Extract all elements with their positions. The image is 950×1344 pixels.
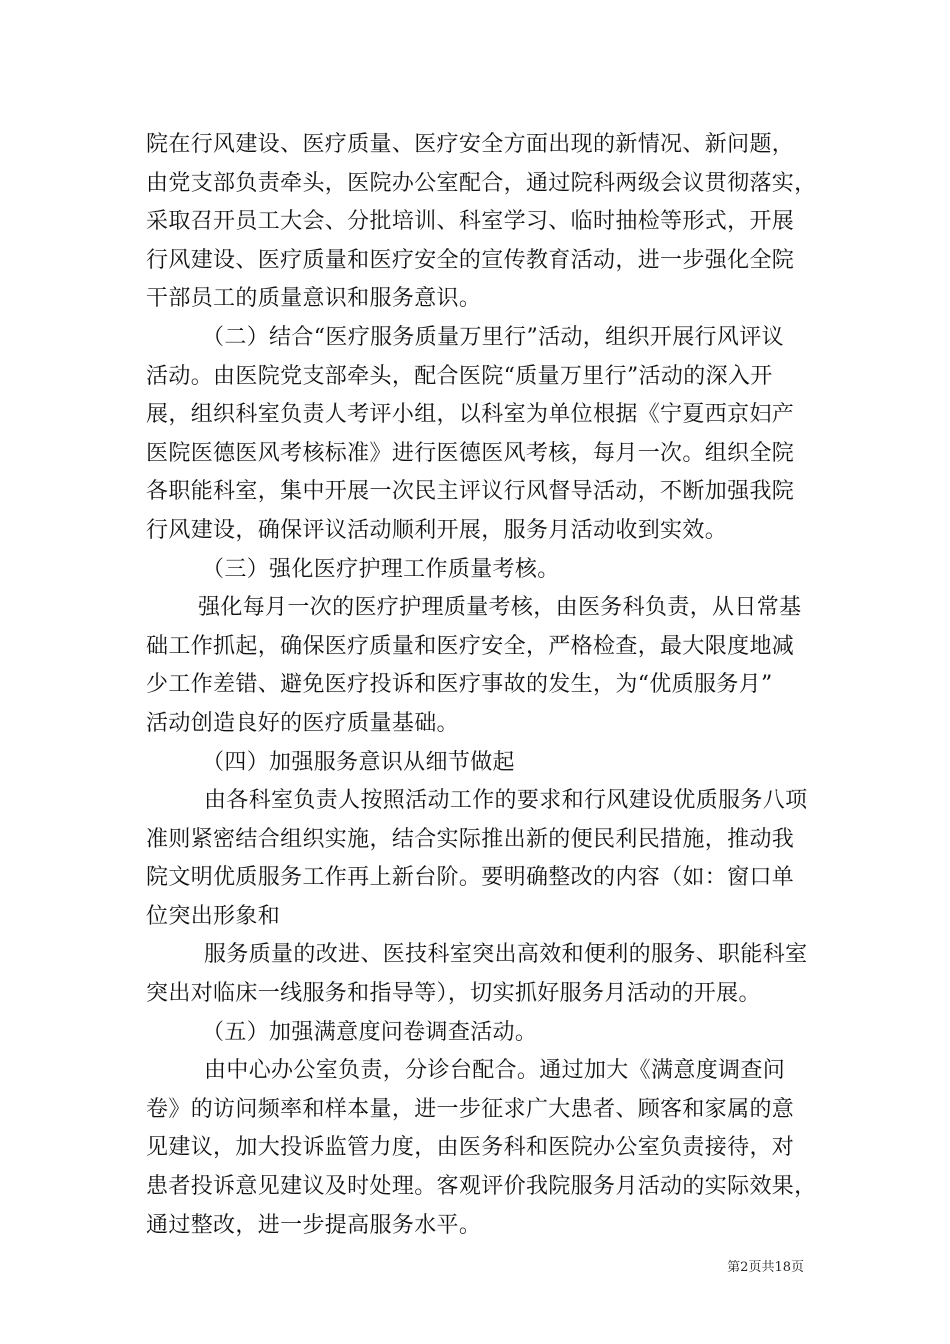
paragraph-line: 活动。由医院党支部牵头，配合医院“质量万里行”活动的深入开 [146,363,773,389]
paragraph-line: 准则紧密结合组织实施，结合实际推出新的便民利民措施，推动我 [146,826,795,852]
paragraph-line: 础工作抓起，确保医疗质量和医疗安全，严格检查，最大限度地减 [146,633,795,659]
paragraph-line: 医院医德医风考核标准》进行医德医风考核，每月一次。组织全院 [146,440,795,466]
page-number: 第2页共18页 [727,1260,804,1275]
paragraph-line: 由党支部负责牵头，医院办公室配合，通过院科两级会议贯彻落实， [146,170,817,196]
section-heading-4: （四）加强服务意识从细节做起 [202,749,515,775]
paragraph-line: 少工作差错、避免医疗投诉和医疗事故的发生，为“优质服务月” [146,672,773,698]
paragraph-line: 服务质量的改进、医技科室突出高效和便利的服务、职能科室 [204,942,808,968]
section-heading-5: （五）加强满意度问卷调查活动。 [202,1019,538,1045]
paragraph-line: 患者投诉意见建议及时处理。客观评价我院服务月活动的实际效果， [146,1174,817,1200]
document-body [146,126,826,1245]
paragraph-line: 各职能科室，集中开展一次民主评议行风督导活动，不断加强我院 [146,479,795,505]
paragraph-line: 卷》的访问频率和样本量，进一步征求广大患者、顾客和家属的意 [146,1096,795,1122]
paragraph-line: 见建议，加大投诉监管力度，由医务科和医院办公室负责接待，对 [146,1135,795,1161]
paragraph-line: 突出对临床一线服务和指导等），切实抓好服务月活动的开展。 [146,981,761,1007]
paragraph-line: 强化每月一次的医疗护理质量考核，由医务科负责，从日常基 [198,595,802,621]
paragraph-line: 由中心办公室负责，分诊台配合。通过加大《满意度调查问 [204,1058,786,1084]
paragraph-line: 活动创造良好的医疗质量基础。 [146,710,459,736]
paragraph-line: 院文明优质服务工作再上新台阶。要明确整改的内容（如：窗口单 [146,865,795,891]
paragraph-line: 干部员工的质量意识和服务意识。 [146,286,482,312]
section-heading-3: （三）强化医疗护理工作质量考核。 [202,556,560,582]
paragraph-line: 采取召开员工大会、分批培训、科室学习、临时抽检等形式，开展 [146,209,795,235]
paragraph-line: 通过整改，进一步提高服务水平。 [146,1212,482,1238]
paragraph-line: 展，组织科室负责人考评小组，以科室为单位根据《宁夏西京妇产 [146,402,795,428]
paragraph-line: 位突出形象和 [146,903,281,929]
paragraph-line: 行风建设、医疗质量和医疗安全的宣传教育活动，进一步强化全院 [146,247,795,273]
paragraph-line: 院在行风建设、医疗质量、医疗安全方面出现的新情况、新问题， [146,132,795,157]
section-heading-2: （二）结合“医疗服务质量万里行”活动，组织开展行风评议 [202,324,784,350]
paragraph-line: 由各科室负责人按照活动工作的要求和行风建设优质服务八项 [204,788,808,814]
paragraph-line: 行风建设，确保评议活动顺利开展，服务月活动收到实效。 [146,517,728,543]
